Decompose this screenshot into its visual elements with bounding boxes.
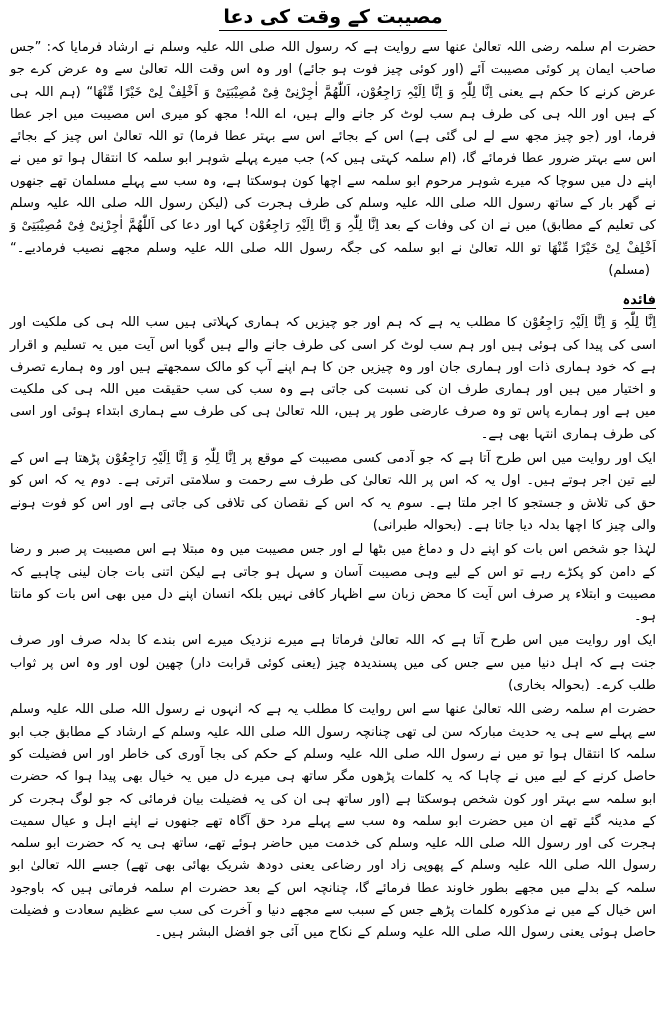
benefit-heading-text: فائدہ (622, 293, 656, 309)
hadith-source: (مسلم) (608, 262, 650, 278)
benefit-paragraph-4: ایک اور روایت میں اس طرح آتا ہے کہ اللہ تعالیٰ فرماتا ہے میرے نزدیک میرے اس بندے کا بدلہ صرف اور صرف جنت ہے کہ اہل دنیا میں سے جس کی میں پسندیدہ چیز (یعنی کوئی قرابت دار) چھین لوں اور وہ اس پر ثواب طلب کرے۔ (بحوالہ بخاری) (10, 633, 656, 694)
page-title: مصیبت کے وقت کی دعا (219, 6, 446, 31)
benefit-paragraph-3: لہٰذا جو شخص اس بات کو اپنے دل و دماغ میں بٹھا لے اور جس مصیبت میں وہ مبتلا ہے اس مصیبت پر صبر و رضا کے دامن کو پکڑے رہے تو اس کے لیے وہی مصیبت آسان و سہل ہو جاتی ہے لیکن اتنی بات جان لینی چاہیے کہ مصیبت و ابتلاء پر صرف اس آیت کا محض زبان سے اظہار کافی نہیں بلکہ انسان اپنے دل میں بھی اس بات کو مانتا ہو۔ (10, 542, 656, 625)
hadith-paragraph (10, 37, 656, 282)
benefit-heading (10, 290, 656, 312)
title-wrap (10, 6, 656, 31)
hadith-text: حضرت ام سلمہ رضی اللہ تعالیٰ عنھا سے روایت ہے کہ رسول اللہ صلی اللہ علیہ وسلم نے ارشاد فرمایا کہ: ”جس صاحب ایمان پر کوئی مصیبت آئے (اور کوئی چیز فوت ہو جائے) اور وہ اس وقت اللہ تعالیٰ سے وہ عرض کرے جو عرض کرنے کا حکم ہے یعنی اِنَّا لِلّٰہِ وَ اِنَّا اِلَیْہِ رَاجِعُوْن، اَللّٰھُمَّ اٰجِرْنِیْ فِیْ مُصِیْبَتِیْ وَ اَخْلِفْ لِیْ خَیْرًا مِّنْھَا“ (ہم اللہ ہی کے ہیں اور اللہ ہی کی طرف ہم سب لوٹ کر جانے والے ہیں، اے اللہ! مجھ کو میری اس مصیبت میں اجر عطا فرما، اور (جو چیز مجھ سے لے لی گئی ہے) اس کے بجائے اس سے بہتر عطا فرما) تو اللہ تعالیٰ اس چیز کے بجائے اس سے بہتر ضرور عطا فرمائے گا، (ام سلمہ کہتی ہیں کہ) جب میرے پہلے شوہر ابو سلمہ کا انتقال ہوا تو میں نے اپنے دل میں سوچا کہ میرے شوہر مرحوم ابو سلمہ سے اچھا کون ہوسکتا ہے، وہ سب سے پہلے مسلمان تھے جنھوں نے گھر بار کے ساتھ رسول اللہ صلی اللہ علیہ وسلم کی طرف ہجرت کی (لیکن رسول اللہ صلی اللہ علیہ وسلم کی تعلیم کے مطابق) میں نے ان کی وفات کے بعد اِنَّا لِلّٰہِ وَ اِنَّا اِلَیْہِ رَاجِعُوْن کہا اور دعا کی اَللّٰھُمَّ اٰجِرْنِیْ فِیْ مُصِیْبَتِیْ وَ اَخْلِفْ لِیْ خَیْرًا مِّنْھَا تو اللہ تعالیٰ نے ابو سلمہ کی جگہ رسول اللہ صلی اللہ علیہ وسلم مجھے نصیب فرمادیے۔“ (10, 40, 656, 256)
benefit-paragraph-5: حضرت ام سلمہ رضی اللہ تعالیٰ عنھا سے اس روایت کا مطلب یہ ہے کہ انہوں نے رسول اللہ صلی اللہ علیہ وسلم سے پہلے سے ہی یہ حدیث مبارکہ سن لی تھی چنانچہ رسول اللہ صلی اللہ علیہ وسلم کے ارشاد کے مطابق جب ابو سلمہ کا انتقال ہوا تو میں نے رسول اللہ صلی اللہ علیہ وسلم کے حکم کی بجا آوری کی خاطر اور اس فضیلت کو حاصل کرنے کے لیے میں نے چاہا کہ یہ کلمات پڑھوں مگر ساتھ ہی میرے دل میں یہ خیال بھی پیدا ہوا کہ حضرت ابو سلمہ سے بہتر اور کون شخص ہوسکتا ہے (اور ساتھ ہی ان کی یہ فضیلت بیان فرمائی کہ جو لوگ ہجرت کر کے مدینہ گئے تھے ان میں حضرت ابو سلمہ وہ سب سے پہلے مرد حق آگاہ تھے جنھوں نے اپنے اہل و عیال سمیت ہجرت کی اور رسول اللہ صلی اللہ علیہ وسلم کی خدمت میں حاضر ہوئے تھے، ساتھ ہی یہ کہ حضرت ابو سلمہ رسول اللہ صلی اللہ علیہ وسلم کے پھوپی زاد اور رضاعی یعنی دودھ شریک بھائی بھی تھے) جسے اللہ تعالیٰ ابو سلمہ کے بدلے میں مجھے بطور خاوند عطا فرمائے گا، چنانچہ اس کے بعد حضرت ام سلمہ فرماتی ہیں کہ باوجود اس خیال کے میں نے مذکورہ کلمات پڑھے جس کے سبب سے مجھے دنیا و آخرت کی سب سے عظیم سعادت و فضیلت حاصل ہوئی یعنی رسول اللہ صلی اللہ علیہ وسلم کے نکاح میں آئی جو افضل البشر ہیں۔ (10, 702, 656, 941)
benefit-paragraph-1: اِنَّا لِلّٰہِ وَ اِنَّا اِلَیْہِ رَاجِعُوْن کا مطلب یہ ہے کہ ہم اور جو چیزیں کہ ہماری کہلاتی ہیں سب اللہ ہی کی ملکیت اور اسی کی پیدا کی ہوئی ہیں اور ہم سب لوٹ کر اسی کی طرف جانے والے ہیں گویا اس آیت میں یہ تسلیم و اقرار ہے کہ خود ہماری ذات اور ہماری جان اور وہ چیزیں جن کا ہم اپنے آپ کو مالک سمجھتے ہیں اور وہ ہمارے تصرف و اختیار میں ہیں اور ہماری طرف ان کی نسبت کی جاتی ہے وہ سب کی سب حقیقت میں اللہ ہی کی ملکیت میں ہے اور ہمارے پاس تو وہ صرف عارضی طور پر ہیں، اللہ تعالیٰ ہی کی طرف سے ہماری ابتداء ہوئی اور اسی کی طرف ہماری انتہا بھی ہے۔ (10, 315, 656, 442)
benefit-paragraph-2: ایک اور روایت میں اس طرح آتا ہے کہ جو آدمی کسی مصیبت کے موقع پر اِنَّا لِلّٰہِ وَ اِنَّا اِلَیْہِ رَاجِعُوْن پڑھتا ہے اس کے لیے تین اجر ہوتے ہیں۔ اول یہ کہ اس پر اللہ تعالیٰ کی طرف سے رحمت و سلامتی اترتی ہے۔ دوم یہ کہ اس کو حق کی تلاش و جستجو کا اجر ملتا ہے۔ سوم یہ کہ اس کے نقصان کی تلافی کی جاتی ہے اور اس کو فوت ہونے والی چیز کا اچھا بدلہ دیا جاتا ہے۔ (بحوالہ طبرانی) (10, 451, 656, 533)
